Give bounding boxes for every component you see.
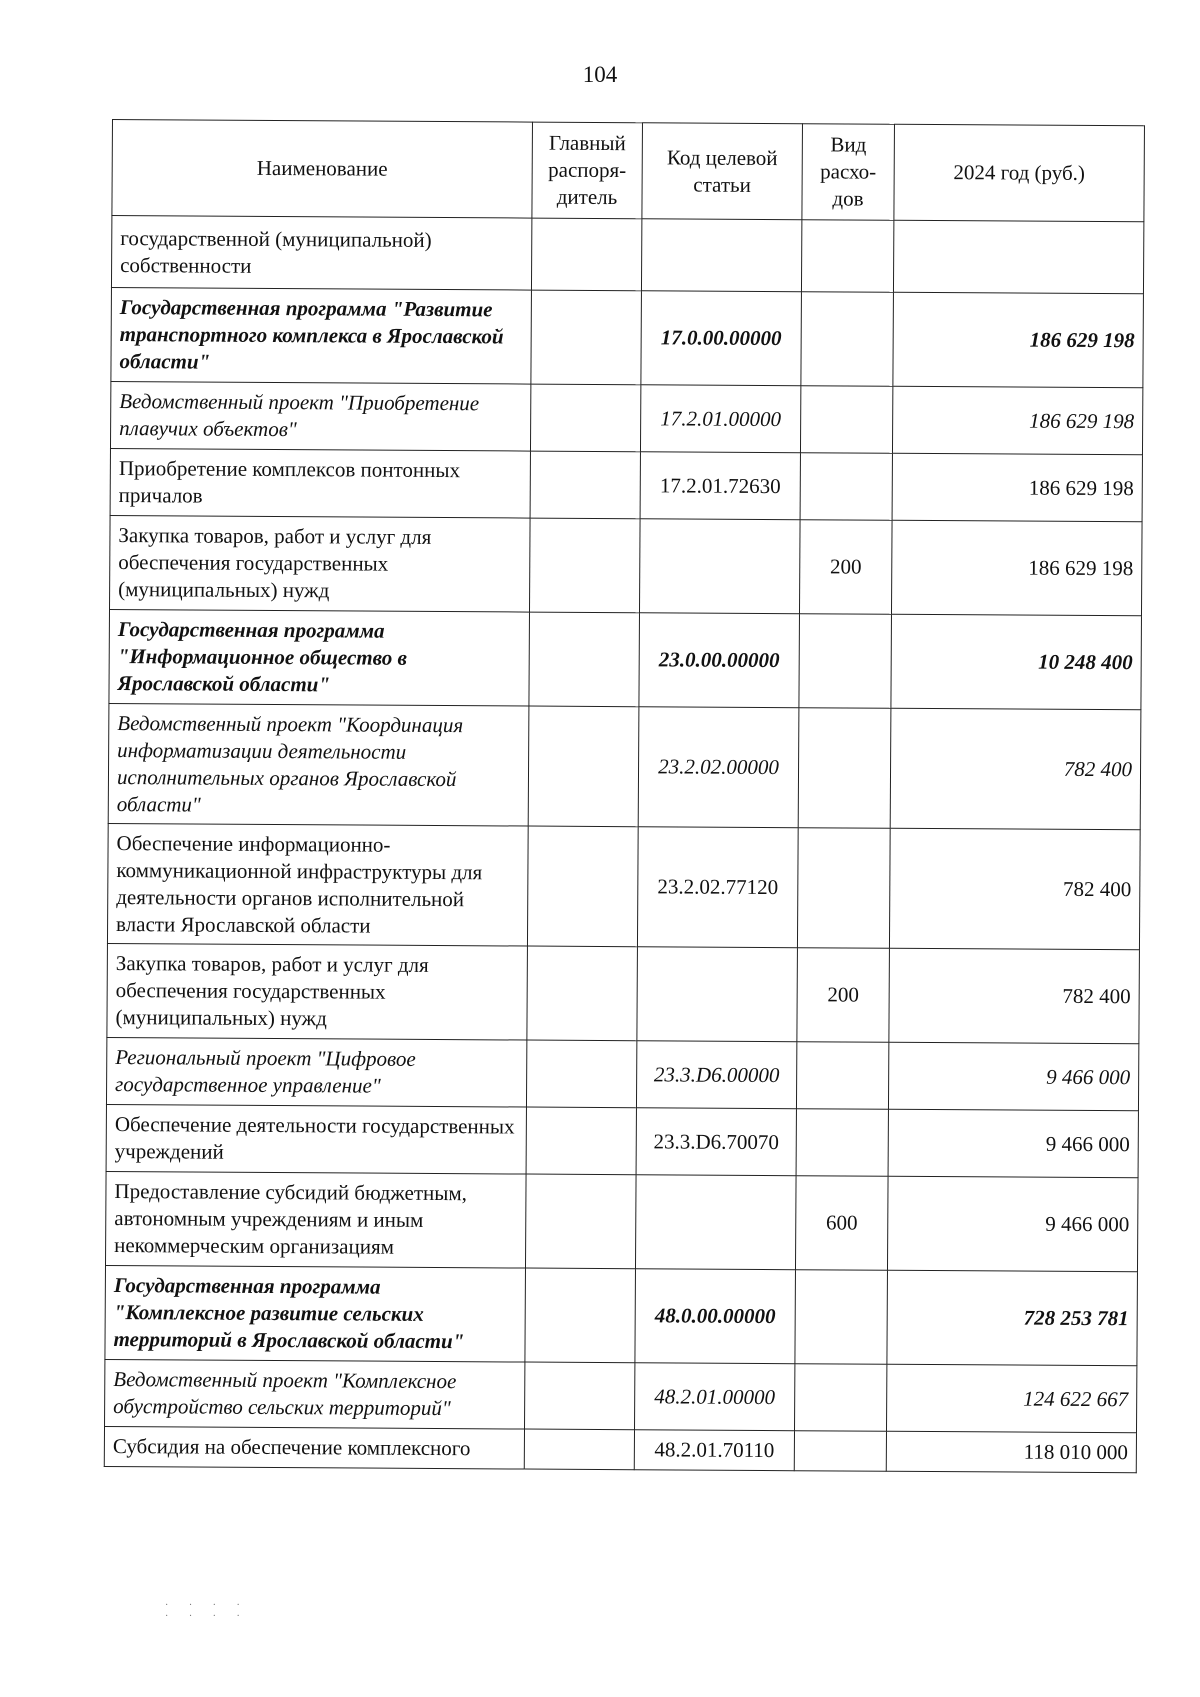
cell-code: 23.3.D6.00000 <box>636 1041 796 1109</box>
cell-code: 17.0.00.00000 <box>641 291 802 386</box>
cell-kind <box>795 1270 888 1365</box>
cell-manager <box>525 1362 635 1430</box>
table-row <box>111 287 1144 387</box>
cell-kind <box>796 1042 888 1110</box>
cell-amount: 186 629 198 <box>892 386 1142 455</box>
cell-kind <box>794 1431 886 1472</box>
table-row <box>111 216 1143 294</box>
cell-kind <box>801 220 893 293</box>
cell-amount: 118 010 000 <box>886 1431 1136 1473</box>
cell-name: Ведомственный проект "Комплексное обустройство сельских территорий" <box>105 1359 525 1429</box>
cell-kind <box>800 386 892 454</box>
cell-name: Обеспечение информационно-коммуникационной инфраструктуры для деятельности органов исполнительной власти Ярославской области <box>107 823 528 946</box>
cell-code: 23.3.D6.70070 <box>636 1108 796 1176</box>
cell-amount: 9 466 000 <box>888 1109 1138 1178</box>
cell-manager <box>531 290 642 385</box>
header-manager: Главный распоря-дитель <box>532 122 643 219</box>
table-row <box>105 1171 1138 1271</box>
page-number: 104 <box>582 62 618 87</box>
cell-code <box>635 1175 796 1270</box>
cell-code: 48.2.01.70110 <box>634 1430 794 1471</box>
cell-name: Закупка товаров, работ и услуг для обеспечения государственных (муниципальных) нужд <box>107 943 528 1040</box>
cell-manager <box>527 826 638 947</box>
header-kind: Вид расхо-дов <box>802 124 895 221</box>
cell-name: Ведомственный проект "Координация информатизации деятельности исполнительных органов Ярославской области" <box>108 703 529 826</box>
cell-kind <box>799 614 892 709</box>
cell-amount: 782 400 <box>889 828 1140 950</box>
cell-manager <box>525 1268 636 1363</box>
cell-code: 23.0.00.00000 <box>639 613 800 708</box>
cell-name: Государственная программа "Комплексное развитие сельских территорий в Ярославской области" <box>105 1265 526 1362</box>
header-amount: 2024 год (руб.) <box>894 124 1145 222</box>
cell-kind: 200 <box>799 520 892 615</box>
cell-name: Предоставление субсидий бюджетным, автономным учреждениям и иным некоммерческим организациям <box>105 1171 526 1268</box>
cell-kind <box>795 1364 887 1432</box>
cell-code <box>641 219 801 292</box>
cell-code: 23.2.02.77120 <box>637 827 798 948</box>
table-row <box>109 609 1142 709</box>
cell-name: Обеспечение деятельности государственных учреждений <box>106 1104 526 1174</box>
cell-kind: 600 <box>795 1176 888 1271</box>
cell-manager <box>526 1107 636 1175</box>
cell-kind <box>797 828 890 949</box>
header-name: Наименование <box>112 120 533 219</box>
budget-table <box>104 119 1145 1473</box>
cell-manager <box>526 1040 636 1108</box>
cell-code <box>639 519 800 614</box>
cell-amount: 124 622 667 <box>886 1364 1136 1433</box>
cell-manager <box>530 384 640 452</box>
cell-manager <box>529 612 640 707</box>
cell-name: Приобретение комплексов понтонных причалов <box>110 448 530 518</box>
cell-kind <box>800 453 892 521</box>
cell-code: 17.2.01.72630 <box>640 452 800 520</box>
cell-amount: 10 248 400 <box>891 614 1142 710</box>
cell-name: государственной (муниципальной) собственности <box>111 216 531 291</box>
table-row <box>110 515 1143 615</box>
table-row <box>107 823 1140 949</box>
cell-code: 17.2.01.00000 <box>640 385 800 453</box>
cell-manager <box>525 1174 636 1269</box>
cell-kind <box>798 708 891 829</box>
scan-specks: · · · · · · · · <box>165 1600 249 1622</box>
table-row <box>107 943 1140 1043</box>
table-header-row <box>112 120 1145 222</box>
cell-amount <box>893 220 1143 294</box>
cell-amount: 782 400 <box>889 948 1140 1044</box>
cell-manager <box>528 706 639 827</box>
table-row <box>105 1359 1137 1432</box>
table-row <box>106 1037 1138 1110</box>
table-row <box>110 381 1142 454</box>
table-row <box>105 1265 1138 1365</box>
cell-manager <box>524 1429 634 1470</box>
cell-name: Государственная программа "Развитие транспортного комплекса в Ярославской области" <box>111 287 532 384</box>
cell-code: 23.2.02.00000 <box>638 707 799 828</box>
cell-name: Региональный проект "Цифровое государственное управление" <box>106 1037 526 1107</box>
table-row <box>106 1104 1138 1177</box>
cell-code: 48.2.01.00000 <box>635 1363 795 1431</box>
cell-name: Закупка товаров, работ и услуг для обеспечения государственных (муниципальных) нужд <box>110 515 531 612</box>
header-code: Код целевой статьи <box>642 123 803 220</box>
cell-kind: 200 <box>797 948 890 1043</box>
cell-manager <box>531 218 641 291</box>
cell-amount: 9 466 000 <box>888 1042 1138 1111</box>
cell-manager <box>527 946 638 1041</box>
cell-name: Государственная программа "Информационное общество в Ярославской области" <box>109 609 530 706</box>
cell-amount: 186 629 198 <box>892 453 1142 522</box>
cell-amount: 9 466 000 <box>887 1176 1138 1272</box>
cell-name: Ведомственный проект "Приобретение плавучих объектов" <box>110 381 530 451</box>
cell-amount: 728 253 781 <box>887 1270 1138 1366</box>
table-row <box>104 1426 1136 1472</box>
cell-name: Субсидия на обеспечение комплексного <box>104 1426 524 1469</box>
cell-kind <box>801 292 894 387</box>
cell-manager <box>529 518 640 613</box>
cell-code: 48.0.00.00000 <box>635 1269 796 1364</box>
cell-manager <box>530 451 640 519</box>
cell-amount: 186 629 198 <box>893 292 1144 388</box>
table-row <box>110 448 1142 521</box>
cell-amount: 782 400 <box>890 708 1141 830</box>
cell-kind <box>796 1109 888 1177</box>
table-row <box>108 703 1141 829</box>
cell-code <box>637 947 798 1042</box>
cell-amount: 186 629 198 <box>891 520 1142 616</box>
